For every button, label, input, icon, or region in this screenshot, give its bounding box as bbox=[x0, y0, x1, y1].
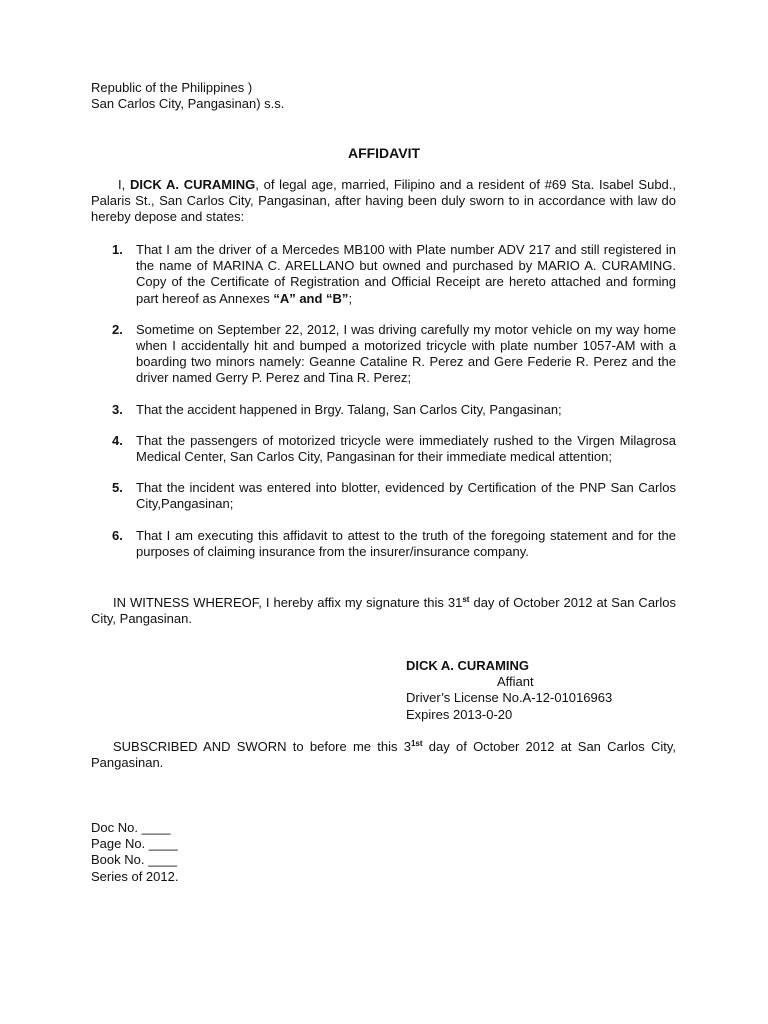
affiant-signature-block bbox=[406, 658, 612, 723]
jurat-text-before: SUBSCRIBED AND SWORN to before me this 3 bbox=[113, 739, 411, 754]
jurat-ordinal: 1st bbox=[410, 739, 423, 748]
series-year: Series of 2012. bbox=[91, 868, 179, 884]
jurat-text-after: day of October 2012 at San Carlos City, Pangasinan. bbox=[91, 739, 676, 771]
item-text: That I am the driver of a Mercedes MB100 with Plate number ADV 217 and still registered in the name of MARINA C. ARELLANO but owned and purchased by MARIO A. CURAMING. Copy of the Certificate of Registration and Official Receipt are hereto attached and forming part hereof as Annexes bbox=[136, 242, 676, 306]
witness-paragraph bbox=[91, 595, 676, 627]
page-number: Page No. ____ bbox=[91, 836, 178, 852]
drivers-license: Driver’s License No.A-12-01016963 bbox=[406, 690, 613, 706]
affiant-name-inline: DICK A. CURAMING bbox=[129, 177, 256, 192]
item-text: Sometime on September 22, 2012, I was driving carefully my motor vehicle on my way home when I accidentally hit and bumped a motorized tricycle with plate number 1057-AM with a boarding two minors namely: Geanne Cataline R. Perez and Gere Federie R. Perez and the driver named Gerry P. Perez and Tina R. Perez; bbox=[136, 321, 676, 386]
statement-item bbox=[91, 242, 676, 307]
intro-prefix: I, bbox=[118, 177, 126, 192]
witness-text-after: day of October 2012 at San Carlos City, Pangasinan. bbox=[91, 595, 676, 627]
intro-paragraph bbox=[91, 177, 676, 226]
item-text: That the accident happened in Brgy. Talang, San Carlos City, Pangasinan; bbox=[136, 401, 562, 417]
affiant-name: DICK A. CURAMING bbox=[406, 658, 530, 673]
statement-item bbox=[91, 528, 676, 560]
annex-reference: “A” and “B” bbox=[273, 290, 349, 306]
item-tail: ; bbox=[348, 290, 353, 306]
book-number: Book No. ____ bbox=[91, 852, 178, 868]
item-number: 3. bbox=[112, 401, 123, 417]
venue-line-2: San Carlos City, Pangasinan) s.s. bbox=[91, 96, 285, 112]
witness-text-before: IN WITNESS WHEREOF, I hereby affix my signature this 31 bbox=[113, 595, 463, 610]
item-number: 5. bbox=[112, 480, 123, 496]
notarial-register-block bbox=[91, 820, 178, 885]
item-text: That I am executing this affidavit to attest to the truth of the foregoing statement and for the purposes of claiming insurance from the insurer/insurance company. bbox=[136, 527, 676, 559]
witness-ordinal: st bbox=[462, 595, 470, 604]
item-text: That the incident was entered into blotter, evidenced by Certification of the PNP San Carlos City,Pangasinan; bbox=[136, 480, 676, 512]
item-number: 4. bbox=[112, 432, 123, 448]
item-number: 2. bbox=[112, 321, 123, 337]
venue-block bbox=[91, 80, 284, 112]
statement-item bbox=[91, 322, 676, 387]
intro-rest: , of legal age, married, Filipino and a resident of #69 Sta. Isabel Subd., Palaris St., San Carlos City, Pangasinan, after having been duly sworn to in accordance with law do hereby depose and states: bbox=[91, 177, 676, 225]
statement-item bbox=[91, 480, 676, 512]
item-text: That the passengers of motorized tricycle were immediately rushed to the Virgen Milagrosa Medical Center, San Carlos City, Pangasinan for their immediate medical attention; bbox=[136, 432, 676, 465]
venue-line-1: Republic of the Philippines ) bbox=[91, 80, 253, 95]
statement-item bbox=[91, 402, 676, 418]
affiant-role: Affiant bbox=[497, 674, 534, 690]
item-number: 6. bbox=[112, 527, 123, 543]
statement-list bbox=[91, 242, 676, 575]
doc-number: Doc No. ____ bbox=[91, 820, 171, 835]
jurat-paragraph bbox=[91, 739, 676, 771]
item-number: 1. bbox=[112, 242, 123, 257]
license-expiry: Expires 2013-0-20 bbox=[406, 706, 513, 722]
document-title: AFFIDAVIT bbox=[347, 145, 421, 161]
statement-item bbox=[91, 433, 676, 465]
